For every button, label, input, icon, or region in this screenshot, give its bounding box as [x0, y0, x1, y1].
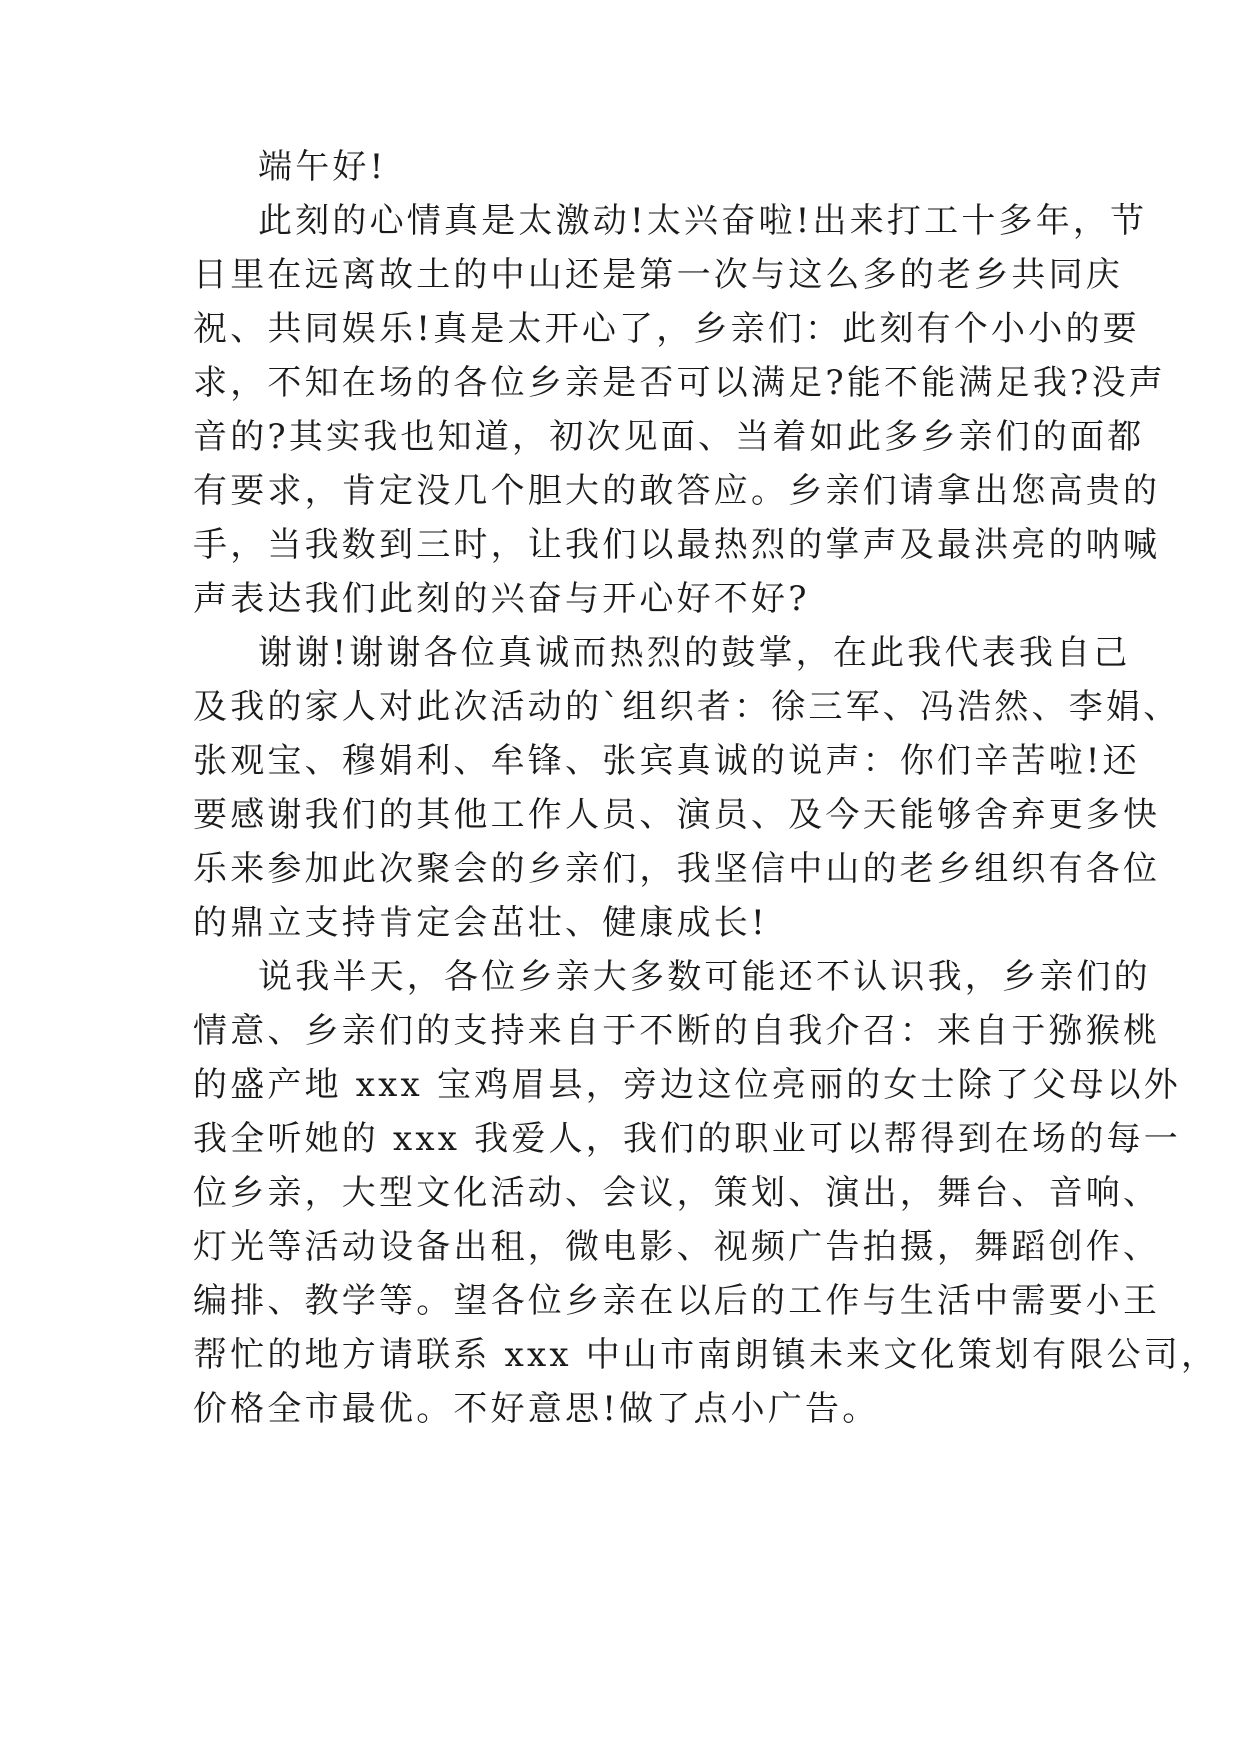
paragraph-2-line: 张观宝、穆娟利、牟锋、张宾真诚的说声：你们辛苦啦!还 — [193, 741, 1140, 781]
paragraph-3-line: 帮忙的地方请联系 xxx 中山市南朗镇未来文化策划有限公司， — [193, 1335, 1219, 1375]
paragraph-3-line: 编排、教学等。望各位乡亲在以后的工作与生活中需要小王 — [193, 1281, 1161, 1321]
paragraph-2-line: 乐来参加此次聚会的乡亲们，我坚信中山的老乡组织有各位 — [193, 849, 1161, 889]
paragraph-3-line: 价格全市最优。不好意思!做了点小广告。 — [193, 1389, 880, 1429]
paragraph-1-line: 手，当我数到三时，让我们以最热烈的掌声及最洪亮的呐喊 — [193, 525, 1161, 565]
greeting-line: 端午好! — [258, 147, 387, 187]
paragraph-3-line: 我全听她的 xxx 我爱人，我们的职业可以帮得到在场的每一 — [193, 1119, 1181, 1159]
paragraph-1-line: 此刻的心情真是太激动!太兴奋啦!出来打工十多年，节 — [258, 201, 1148, 241]
paragraph-1-line: 日里在远离故土的中山还是第一次与这么多的老乡共同庆 — [193, 255, 1123, 295]
paragraph-1-line: 有要求，肯定没几个胆大的敢答应。乡亲们请拿出您高贵的 — [193, 471, 1161, 511]
paragraph-3-line: 灯光等活动设备出租，微电影、视频广告拍摄，舞蹈创作、 — [193, 1227, 1161, 1267]
paragraph-2-line: 及我的家人对此次活动的`组织者：徐三军、冯浩然、李娟、 — [193, 687, 1181, 727]
paragraph-1-line: 祝、共同娱乐!真是太开心了，乡亲们：此刻有个小小的要 — [193, 309, 1140, 349]
paragraph-1-line: 音的?其实我也知道，初次见面、当着如此多乡亲们的面都 — [193, 417, 1145, 457]
paragraph-2-line: 谢谢!谢谢各位真诚而热烈的鼓掌，在此我代表我自己 — [258, 633, 1131, 673]
paragraph-3-line: 情意、乡亲们的支持来自于不断的自我介召：来自于猕猴桃 — [193, 1011, 1161, 1051]
paragraph-1-line: 声表达我们此刻的兴奋与开心好不好? — [193, 579, 810, 619]
paragraph-3-line: 的盛产地 xxx 宝鸡眉县，旁边这位亮丽的女士除了父母以外 — [193, 1065, 1181, 1105]
paragraph-3-line: 位乡亲，大型文化活动、会议，策划、演出，舞台、音响、 — [193, 1173, 1161, 1213]
paragraph-2-line: 要感谢我们的其他工作人员、演员、及今天能够舍弃更多快 — [193, 795, 1161, 835]
paragraph-2-line: 的鼎立支持肯定会茁壮、健康成长! — [193, 903, 768, 943]
paragraph-3-line: 说我半天，各位乡亲大多数可能还不认识我，乡亲们的 — [258, 957, 1151, 997]
paragraph-1-line: 求，不知在场的各位乡亲是否可以满足?能不能满足我?没声 — [193, 363, 1166, 403]
